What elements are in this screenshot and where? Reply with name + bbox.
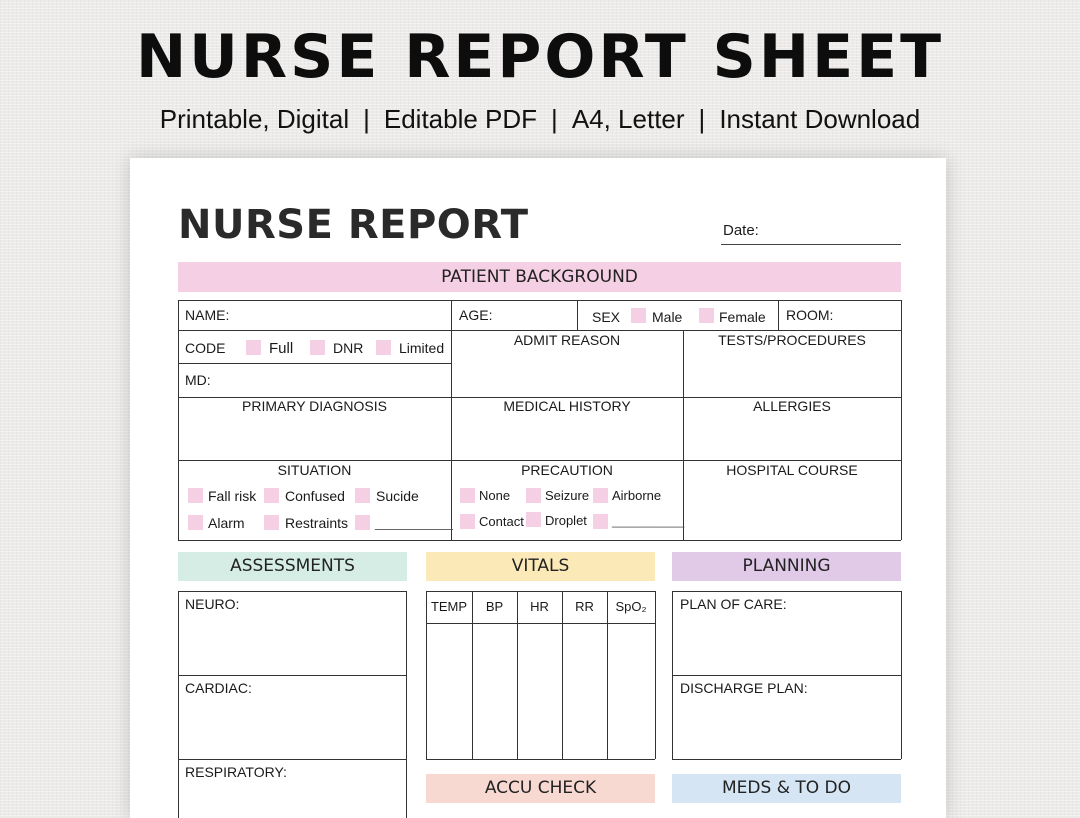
- feature-download: Instant Download: [719, 104, 921, 134]
- code-label: CODE: [185, 340, 226, 356]
- suicide-label: Sucide: [376, 488, 419, 504]
- neuro-label: NEURO:: [185, 596, 240, 612]
- grid-line: [178, 460, 901, 461]
- grid-line: [178, 363, 451, 364]
- separator: |: [363, 104, 370, 134]
- restraints-checkbox[interactable]: [264, 515, 279, 530]
- grid-line: [178, 300, 901, 301]
- grid-line: [178, 300, 179, 540]
- grid-line: [672, 759, 901, 760]
- grid-line: [562, 591, 563, 759]
- planning-header: PLANNING: [672, 552, 901, 581]
- precaution-label: PRECAUTION: [521, 462, 613, 478]
- feature-paper-size: A4, Letter: [571, 104, 685, 134]
- contact-checkbox[interactable]: [460, 514, 475, 529]
- sex-male-label: Male: [652, 309, 683, 325]
- situation-other-checkbox[interactable]: [355, 515, 370, 530]
- grid-line: [426, 623, 655, 624]
- vitals-bp-header: BP: [485, 599, 504, 614]
- room-label: ROOM:: [786, 307, 834, 323]
- code-limited-checkbox[interactable]: [376, 340, 391, 355]
- sex-label: SEX: [592, 309, 621, 325]
- grid-line: [426, 591, 427, 759]
- situation-label: SITUATION: [277, 462, 352, 478]
- code-full-checkbox[interactable]: [246, 340, 261, 355]
- grid-line: [672, 591, 901, 592]
- grid-line: [778, 300, 779, 330]
- banner-title: NURSE REPORT SHEET: [135, 22, 945, 92]
- situation-other-blank[interactable]: __________: [375, 514, 453, 530]
- fall-risk-checkbox[interactable]: [188, 488, 203, 503]
- alarm-label: Alarm: [208, 515, 245, 531]
- report-sheet: [130, 158, 946, 818]
- vitals-spo2-header: SpO₂: [615, 599, 647, 614]
- respiratory-label: RESPIRATORY:: [185, 764, 287, 780]
- precaution-other-checkbox[interactable]: [593, 514, 608, 529]
- date-label: Date:: [723, 222, 759, 239]
- grid-line: [672, 591, 673, 759]
- sex-female-label: Female: [719, 309, 766, 325]
- grid-line: [655, 591, 656, 759]
- meds-todo-header: MEDS & TO DO: [672, 774, 901, 803]
- airborne-label: Airborne: [612, 488, 662, 503]
- banner-features: [0, 104, 1080, 135]
- sheet-title: NURSE REPORT: [178, 202, 529, 248]
- discharge-plan-label: DISCHARGE PLAN:: [680, 680, 808, 696]
- grid-line: [178, 675, 406, 676]
- feature-editable: Editable PDF: [383, 104, 538, 134]
- grid-line: [178, 591, 406, 592]
- feature-printable: Printable, Digital: [159, 104, 350, 134]
- droplet-label: Droplet: [545, 513, 587, 528]
- code-full-label: Full: [269, 340, 294, 357]
- droplet-checkbox[interactable]: [526, 512, 541, 527]
- vitals-temp-header: TEMP: [430, 599, 468, 614]
- none-label: None: [479, 488, 511, 503]
- code-dnr-label: DNR: [333, 340, 364, 356]
- separator: |: [698, 104, 706, 134]
- allergies-label: ALLERGIES: [753, 398, 831, 414]
- alarm-checkbox[interactable]: [188, 515, 203, 530]
- code-limited-label: Limited: [399, 340, 445, 356]
- code-dnr-checkbox[interactable]: [310, 340, 325, 355]
- patient-background-header: PATIENT BACKGROUND: [178, 262, 901, 292]
- grid-line: [178, 591, 179, 818]
- md-label: MD:: [185, 372, 211, 388]
- primary-diagnosis-label: PRIMARY DIAGNOSIS: [242, 398, 387, 414]
- tests-procedures-label: TESTS/PROCEDURES: [718, 332, 866, 348]
- sex-female-checkbox[interactable]: [699, 308, 714, 323]
- accu-check-header: ACCU CHECK: [426, 774, 655, 803]
- precaution-other-blank[interactable]: __________: [612, 513, 685, 528]
- vitals-hr-header: HR: [530, 599, 549, 614]
- grid-line: [472, 591, 473, 759]
- grid-line: [178, 330, 901, 331]
- vitals-rr-header: RR: [575, 599, 594, 614]
- restraints-label: Restraints: [285, 515, 349, 531]
- grid-line: [178, 540, 901, 541]
- grid-line: [517, 591, 518, 759]
- grid-line: [683, 330, 684, 540]
- date-field[interactable]: [721, 244, 901, 245]
- grid-line: [607, 591, 608, 759]
- grid-line: [426, 759, 655, 760]
- vitals-header: VITALS: [426, 552, 655, 581]
- cardiac-label: CARDIAC:: [185, 680, 252, 696]
- suicide-checkbox[interactable]: [355, 488, 370, 503]
- grid-line: [178, 759, 406, 760]
- age-label: AGE:: [459, 307, 493, 323]
- grid-line: [426, 591, 655, 592]
- contact-label: Contact: [479, 514, 524, 529]
- hospital-course-label: HOSPITAL COURSE: [726, 462, 858, 478]
- assessments-header: ASSESSMENTS: [178, 552, 407, 581]
- airborne-checkbox[interactable]: [593, 488, 608, 503]
- grid-line: [901, 300, 902, 540]
- confused-label: Confused: [285, 488, 345, 504]
- sex-male-checkbox[interactable]: [631, 308, 646, 323]
- grid-line: [901, 591, 902, 759]
- seizure-label: Seizure: [545, 488, 590, 503]
- plan-of-care-label: PLAN OF CARE:: [680, 596, 787, 612]
- medical-history-label: MEDICAL HISTORY: [503, 398, 631, 414]
- grid-line: [406, 591, 407, 818]
- admit-reason-label: ADMIT REASON: [513, 332, 621, 348]
- separator: |: [551, 104, 558, 134]
- fall-risk-label: Fall risk: [208, 488, 257, 504]
- grid-line: [577, 300, 578, 330]
- grid-line: [672, 675, 901, 676]
- name-label: NAME:: [185, 307, 230, 323]
- none-checkbox[interactable]: [460, 488, 475, 503]
- confused-checkbox[interactable]: [264, 488, 279, 503]
- seizure-checkbox[interactable]: [526, 488, 541, 503]
